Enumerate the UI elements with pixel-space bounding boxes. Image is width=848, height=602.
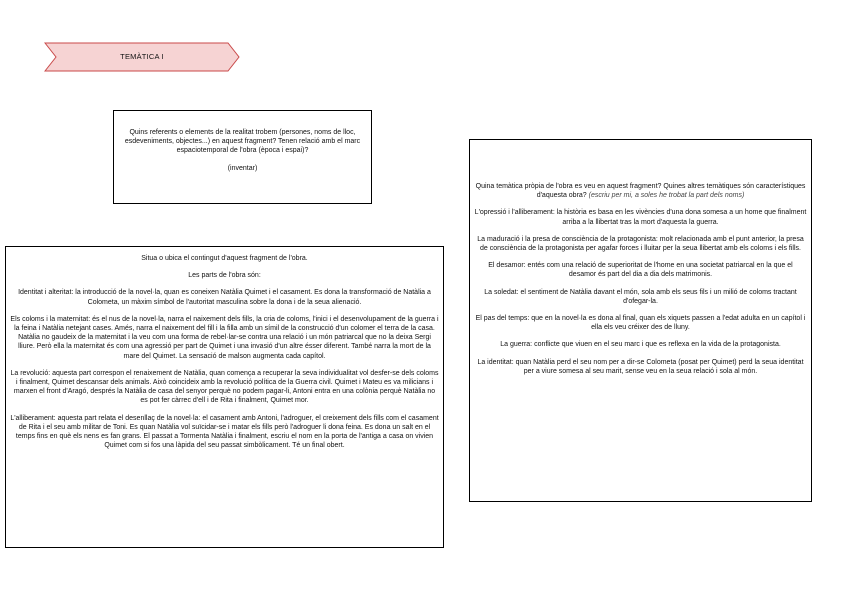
tematica-question-note: (escriu per mi, a soles he trobat la part dels noms) <box>588 192 745 200</box>
part-identitat: Identitat i alteritat: la introducció de la novel·la, quan es coneixen Natàlia Quimet i el casament. Es dona la transformació de Natàlia a Colometa, un màxim símbol de l'autoritat masculina sobre la dona i de la seua alienació. <box>18 289 431 306</box>
part-alliberament: L'alliberament: aquesta part relata el desenllaç de la novel·la: el casament amb Antoni, l'adroguer, el creixement dels fills com el casament de Rita i el seu amb militar de Toni. Es quan Natàlia vol suïcidar-se i matar els fills però l'adroguer li dona feina. Es dona un salt en el temps fins en què els nens es fan grans. El passat a Tormenta Natàlia i finalment, escriu el nom en la porta de l'antiga a casa on vivien Quimet com si fos una làpida del seu passat simbòlicament. Té un final obert. <box>10 414 439 450</box>
theme-soledat: La soledat: el sentiment de Natàlia davant el món, sola amb els seus fils i un milió de coloms tractant d'ofegar-la. <box>484 288 797 305</box>
part-coloms: Els coloms i la maternitat: és el nus de la novel·la, narra el naixement dels fills, la cria de coloms, l'inici i el desenvolupament de la guerra i la feina i Natàlia netejant cases. Amés, narra el naixement del fill i la filla amb un símil de la construcció d'un colomer el terra de la casa. Natàlia no gaudeix de la maternitat i la veu com una forma de rebel·lar-se contra una relació i un món patriarcal que no la deixa Sergi lliure. Però ella la maternitat és com una agressió per part de Quimet i una invasió d'un altre ésser diferent. També narra la mort de la mare del Quimet. La sensació de malson augmenta cada capítol. <box>10 315 439 360</box>
theme-desamor: El desamor: entés com una relació de superioritat de l'home en una societat patriarcal en la que el desamor és part del dia a dia dels matrimonis. <box>488 262 793 279</box>
title-label: TEMÀTICA I <box>120 52 164 61</box>
theme-opressio: L'opressió i l'alliberament: la història es basa en les vivències d'una dona somesa a un home que finalment arriba a la llibertat tras la mort d'aquesta la guerra. <box>474 209 807 226</box>
theme-maduracio: La maduració i la presa de consciència de la protagonista: molt relacionada amb el punt anterior, la presa de consciència de la protagonista per agafar forces i lluitar per la seua llibertat amb els coloms i els fills. <box>477 235 804 253</box>
theme-guerra: La guerra: conflicte que viuen en el seu marc i que es reflexa en la vida de la protagonista. <box>500 341 781 349</box>
tematica-box <box>469 139 812 502</box>
tematica-question: Quina temàtica pròpia de l'obra es veu en aquest fragment? Quines altres temàtiques són característiques d'aquesta obra? <box>475 183 806 200</box>
theme-pas-temps: El pas del temps: que en la novel·la es dona al final, quan els xiquets passen a l'edat adulta en un capítol i ella els veu créixer des de lluny. <box>475 315 806 332</box>
referents-box <box>113 110 372 204</box>
situa-box <box>5 246 444 548</box>
situa-parts-title: Les parts de l'obra són: <box>188 272 261 280</box>
referents-question: Quins referents o elements de la realitat trobem (persones, noms de lloc, esdeveniments, objectes...) en aquest fragment? Tenen relació amb el marc espaciotemporal de l'obra (època i espai)? <box>124 129 361 155</box>
referents-note: (inventar) <box>227 164 258 172</box>
part-revolucio: La revolució: aquesta part correspon el renaixement de Natàlia, quan comença a recuperar la seva individualitat vol desfer-se dels coloms i finalment, Quimet descansar dels animals. Això coincideix amb la revolució política de la Guerra civil. Quimet i Mateu es va milicians i marxen el front d'Aragó, després la Natàlia de casa del senyor perquè no podem pagar-li, Antoni entra en una colònia perquè Natàlia no es pot fer càrrec d'ell i de Rita i finalment, Quimet mor. <box>10 369 439 405</box>
title-tag <box>44 42 240 72</box>
tematica-question-block <box>474 182 807 200</box>
situa-intro: Situa o ubica el contingut d'aquest fragment de l'obra. <box>141 255 308 262</box>
theme-identitat: La identitat: quan Natàlia perd el seu nom per a dir-se Colometa (posat per Quimet) perd la seua identitat per a viure somesa al seu marit, sense veu en la seua relació i sola al món. <box>477 358 804 375</box>
